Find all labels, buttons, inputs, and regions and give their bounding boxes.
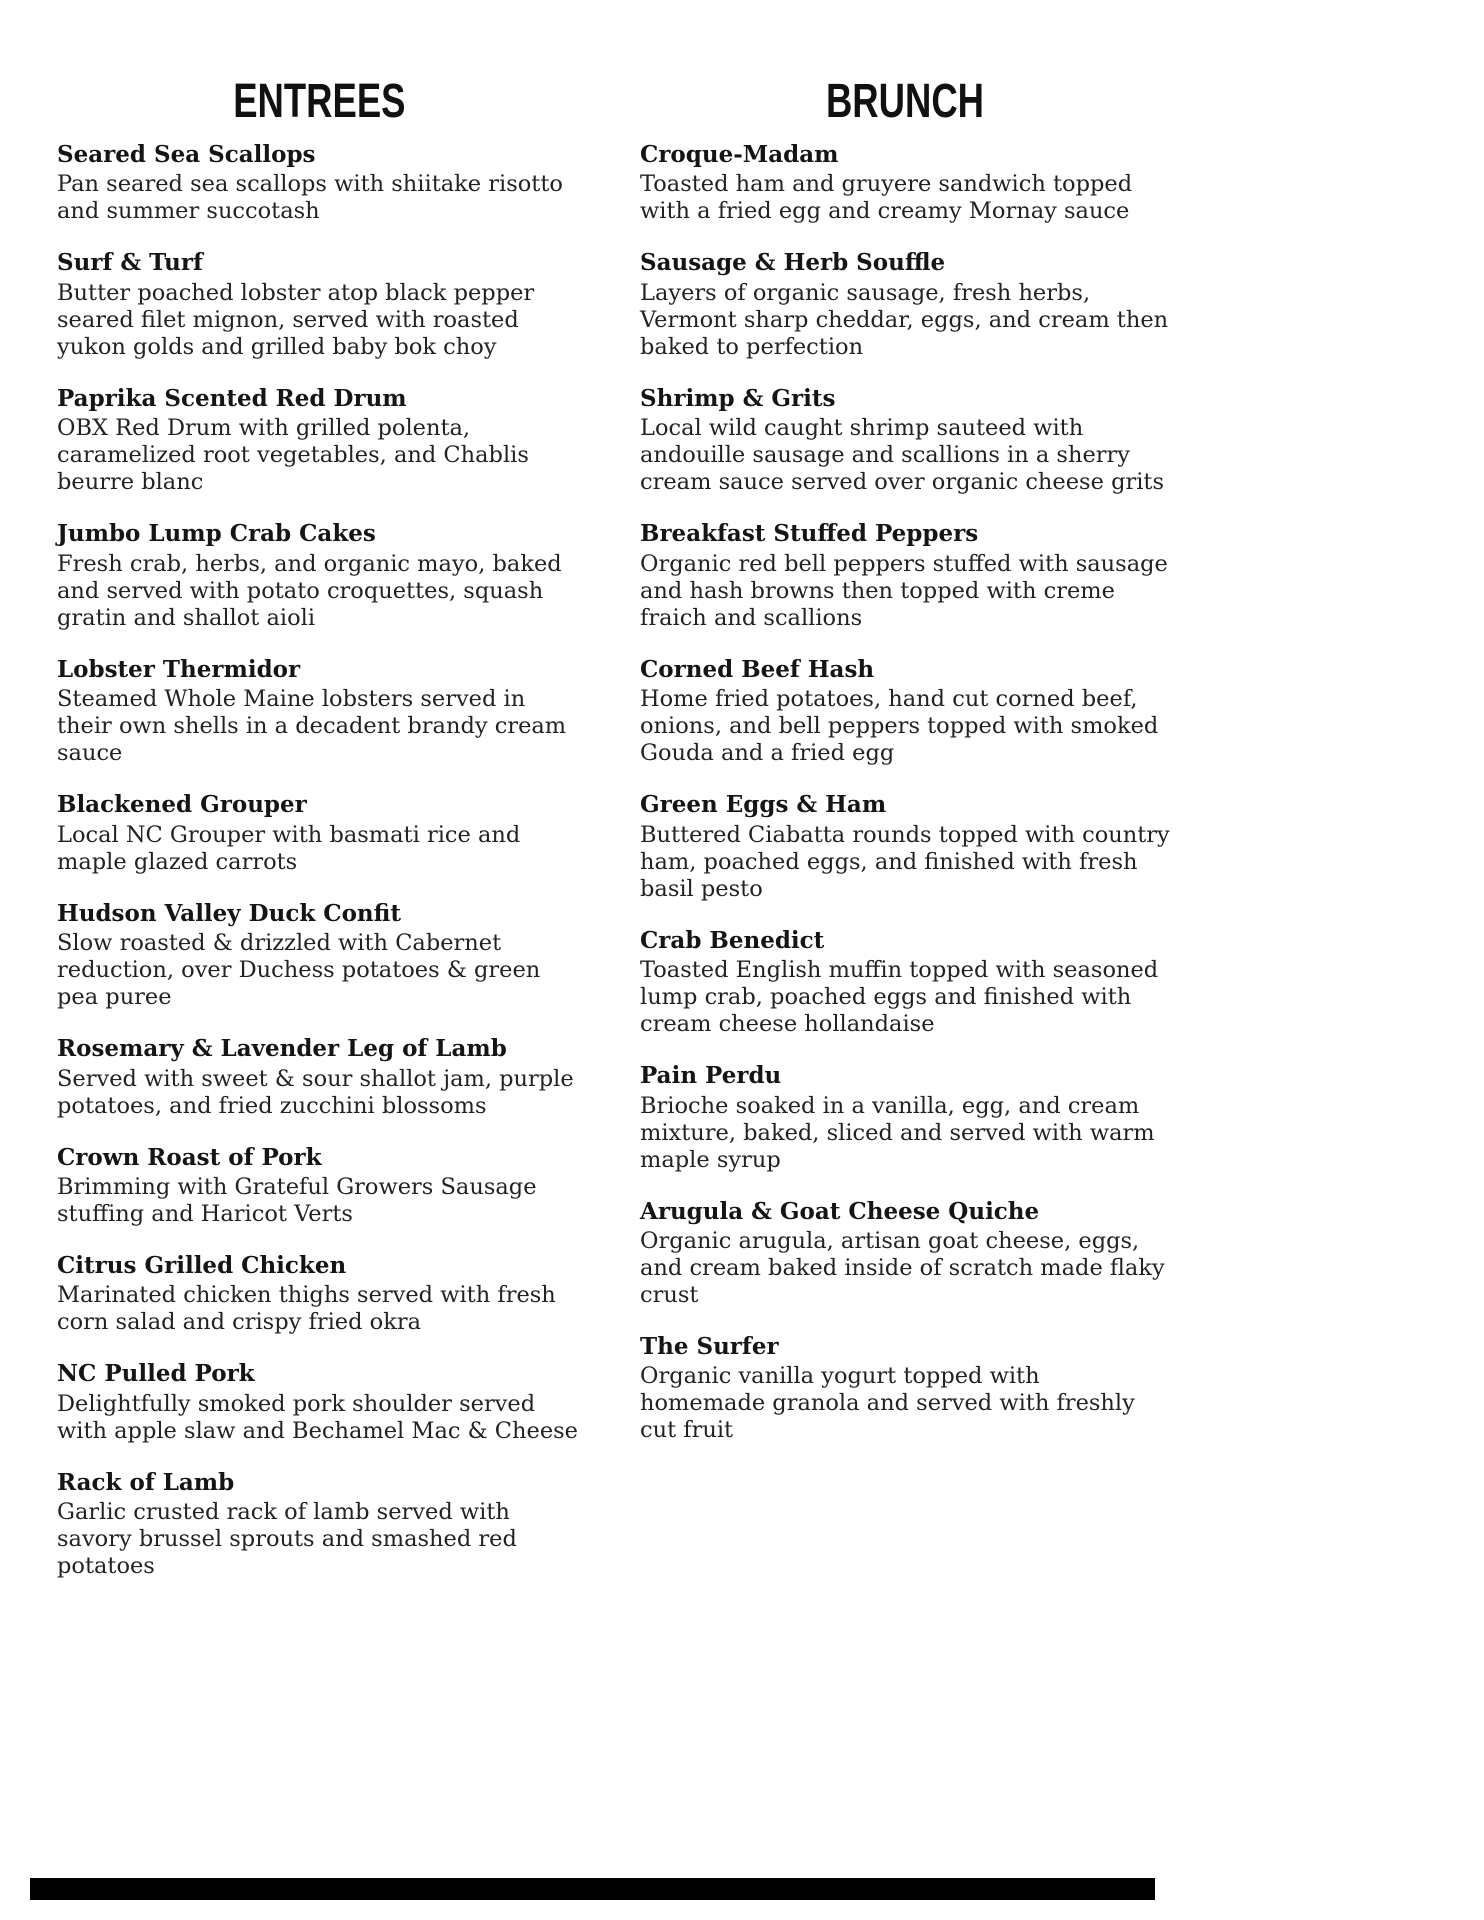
item-description: Delightfully smoked pork shoulder served with apple slaw and Bechamel Mac & Cheese xyxy=(57,1390,578,1444)
menu-item xyxy=(57,657,582,767)
menu-item xyxy=(57,1036,582,1119)
menu-item xyxy=(57,1470,582,1580)
item-description: Slow roasted & drizzled with Cabernet reduction, over Duchess potatoes & green pea puree xyxy=(57,930,541,1011)
menu-item xyxy=(57,521,582,631)
item-description: Fresh crab, herbs, and organic mayo, baked and served with potato croquettes, squash gratin and shallot aioli xyxy=(57,550,562,631)
item-name: Sausage & Herb Souffle xyxy=(640,249,946,277)
menu-item xyxy=(57,142,582,225)
item-description: Pan seared sea scallops with shiitake risotto and summer succotash xyxy=(57,171,563,225)
menu-item xyxy=(640,657,1170,767)
item-name: Lobster Thermidor xyxy=(57,655,301,683)
section-title-brunch xyxy=(640,75,1170,128)
item-name: Paprika Scented Red Drum xyxy=(57,384,407,412)
item-description: Garlic crusted rack of lamb served with savory brussel sprouts and smashed red potatoes xyxy=(57,1499,517,1580)
item-name: Corned Beef Hash xyxy=(640,655,875,683)
menu-item xyxy=(57,1253,582,1336)
item-name: Crab Benedict xyxy=(640,926,825,954)
item-description: Toasted English muffin topped with seasoned lump crab, poached eggs and finished with cream cheese hollandaise xyxy=(640,957,1159,1038)
section-entrees xyxy=(57,75,582,1605)
item-name: Crown Roast of Pork xyxy=(57,1143,322,1171)
item-description: Organic arugula, artisan goat cheese, eggs, and cream baked inside of scratch made flaky crust xyxy=(640,1227,1165,1308)
item-description: Buttered Ciabatta rounds topped with country ham, poached eggs, and finished with fresh basil pesto xyxy=(640,821,1170,902)
menu-item xyxy=(640,521,1170,631)
item-name: Rack of Lamb xyxy=(57,1468,235,1496)
item-name: Jumbo Lump Crab Cakes xyxy=(57,520,376,548)
item-name: Croque-Madam xyxy=(640,141,839,168)
item-name: Green Eggs & Ham xyxy=(640,791,887,819)
item-name: NC Pulled Pork xyxy=(57,1360,255,1388)
item-name: Shrimp & Grits xyxy=(640,384,836,412)
footer-bar xyxy=(30,1878,1155,1900)
item-description: Steamed Whole Maine lobsters served in their own shells in a decadent brandy cream sauce xyxy=(57,686,567,767)
item-description: Home fried potatoes, hand cut corned beef, onions, and bell peppers topped with smoked Gouda and a fried egg xyxy=(640,686,1159,767)
menu-item xyxy=(640,250,1170,360)
item-name: Seared Sea Scallops xyxy=(57,141,316,168)
item-name: Surf & Turf xyxy=(57,249,203,277)
item-name: Pain Perdu xyxy=(640,1062,782,1090)
item-name: Rosemary & Lavender Leg of Lamb xyxy=(57,1035,507,1063)
item-description: Butter poached lobster atop black pepper seared filet mignon, served with roasted yukon golds and grilled baby bok choy xyxy=(57,279,535,360)
item-description: Brioche soaked in a vanilla, egg, and cream mixture, baked, sliced and served with warm maple syrup xyxy=(640,1092,1155,1173)
menu-item xyxy=(640,1063,1170,1173)
section-brunch xyxy=(640,75,1170,1605)
menu-item xyxy=(640,1199,1170,1309)
item-name: Breakfast Stuffed Peppers xyxy=(640,520,979,548)
item-description: Served with sweet & sour shallot jam, purple potatoes, and fried zucchini blossoms xyxy=(57,1065,574,1119)
item-name: Citrus Grilled Chicken xyxy=(57,1251,347,1279)
item-description: OBX Red Drum with grilled polenta, caramelized root vegetables, and Chablis beurre blanc xyxy=(57,415,529,496)
menu-item xyxy=(57,792,582,875)
item-name: Blackened Grouper xyxy=(57,791,307,819)
item-name: The Surfer xyxy=(640,1332,779,1360)
item-description: Local NC Grouper with basmati rice and maple glazed carrots xyxy=(57,821,521,875)
menu-item xyxy=(640,142,1170,225)
item-name: Hudson Valley Duck Confit xyxy=(57,899,402,927)
menu-item xyxy=(640,1334,1170,1444)
item-description: Marinated chicken thighs served with fresh corn salad and crispy fried okra xyxy=(57,1282,556,1336)
item-description: Layers of organic sausage, fresh herbs, Vermont sharp cheddar, eggs, and cream then baked to perfection xyxy=(640,279,1169,360)
item-description: Local wild caught shrimp sauteed with andouille sausage and scallions in a sherry cream sauce served over organic cheese grits xyxy=(640,415,1165,496)
item-description: Toasted ham and gruyere sandwich topped with a fried egg and creamy Mornay sauce xyxy=(640,171,1133,225)
section-title-entrees-text: ENTREES xyxy=(233,75,406,128)
section-title-brunch-text: BRUNCH xyxy=(825,75,985,128)
item-description: Brimming with Grateful Growers Sausage stuffing and Haricot Verts xyxy=(57,1173,537,1227)
item-description: Organic red bell peppers stuffed with sausage and hash browns then topped with creme fraich and scallions xyxy=(640,550,1168,631)
item-description: Organic vanilla yogurt topped with homemade granola and served with freshly cut fruit xyxy=(640,1363,1135,1444)
menu-item xyxy=(57,901,582,1011)
item-name: Arugula & Goat Cheese Quiche xyxy=(640,1197,1040,1225)
menu-item xyxy=(640,792,1170,902)
menu-item xyxy=(640,928,1170,1038)
brunch-item-list xyxy=(640,142,1170,1444)
menu-item xyxy=(57,1145,582,1228)
menu-item xyxy=(640,386,1170,496)
menu-item xyxy=(57,250,582,360)
entrees-item-list xyxy=(57,142,582,1580)
menu-item xyxy=(57,1361,582,1444)
menu-item xyxy=(57,386,582,496)
section-title-entrees xyxy=(57,75,582,128)
